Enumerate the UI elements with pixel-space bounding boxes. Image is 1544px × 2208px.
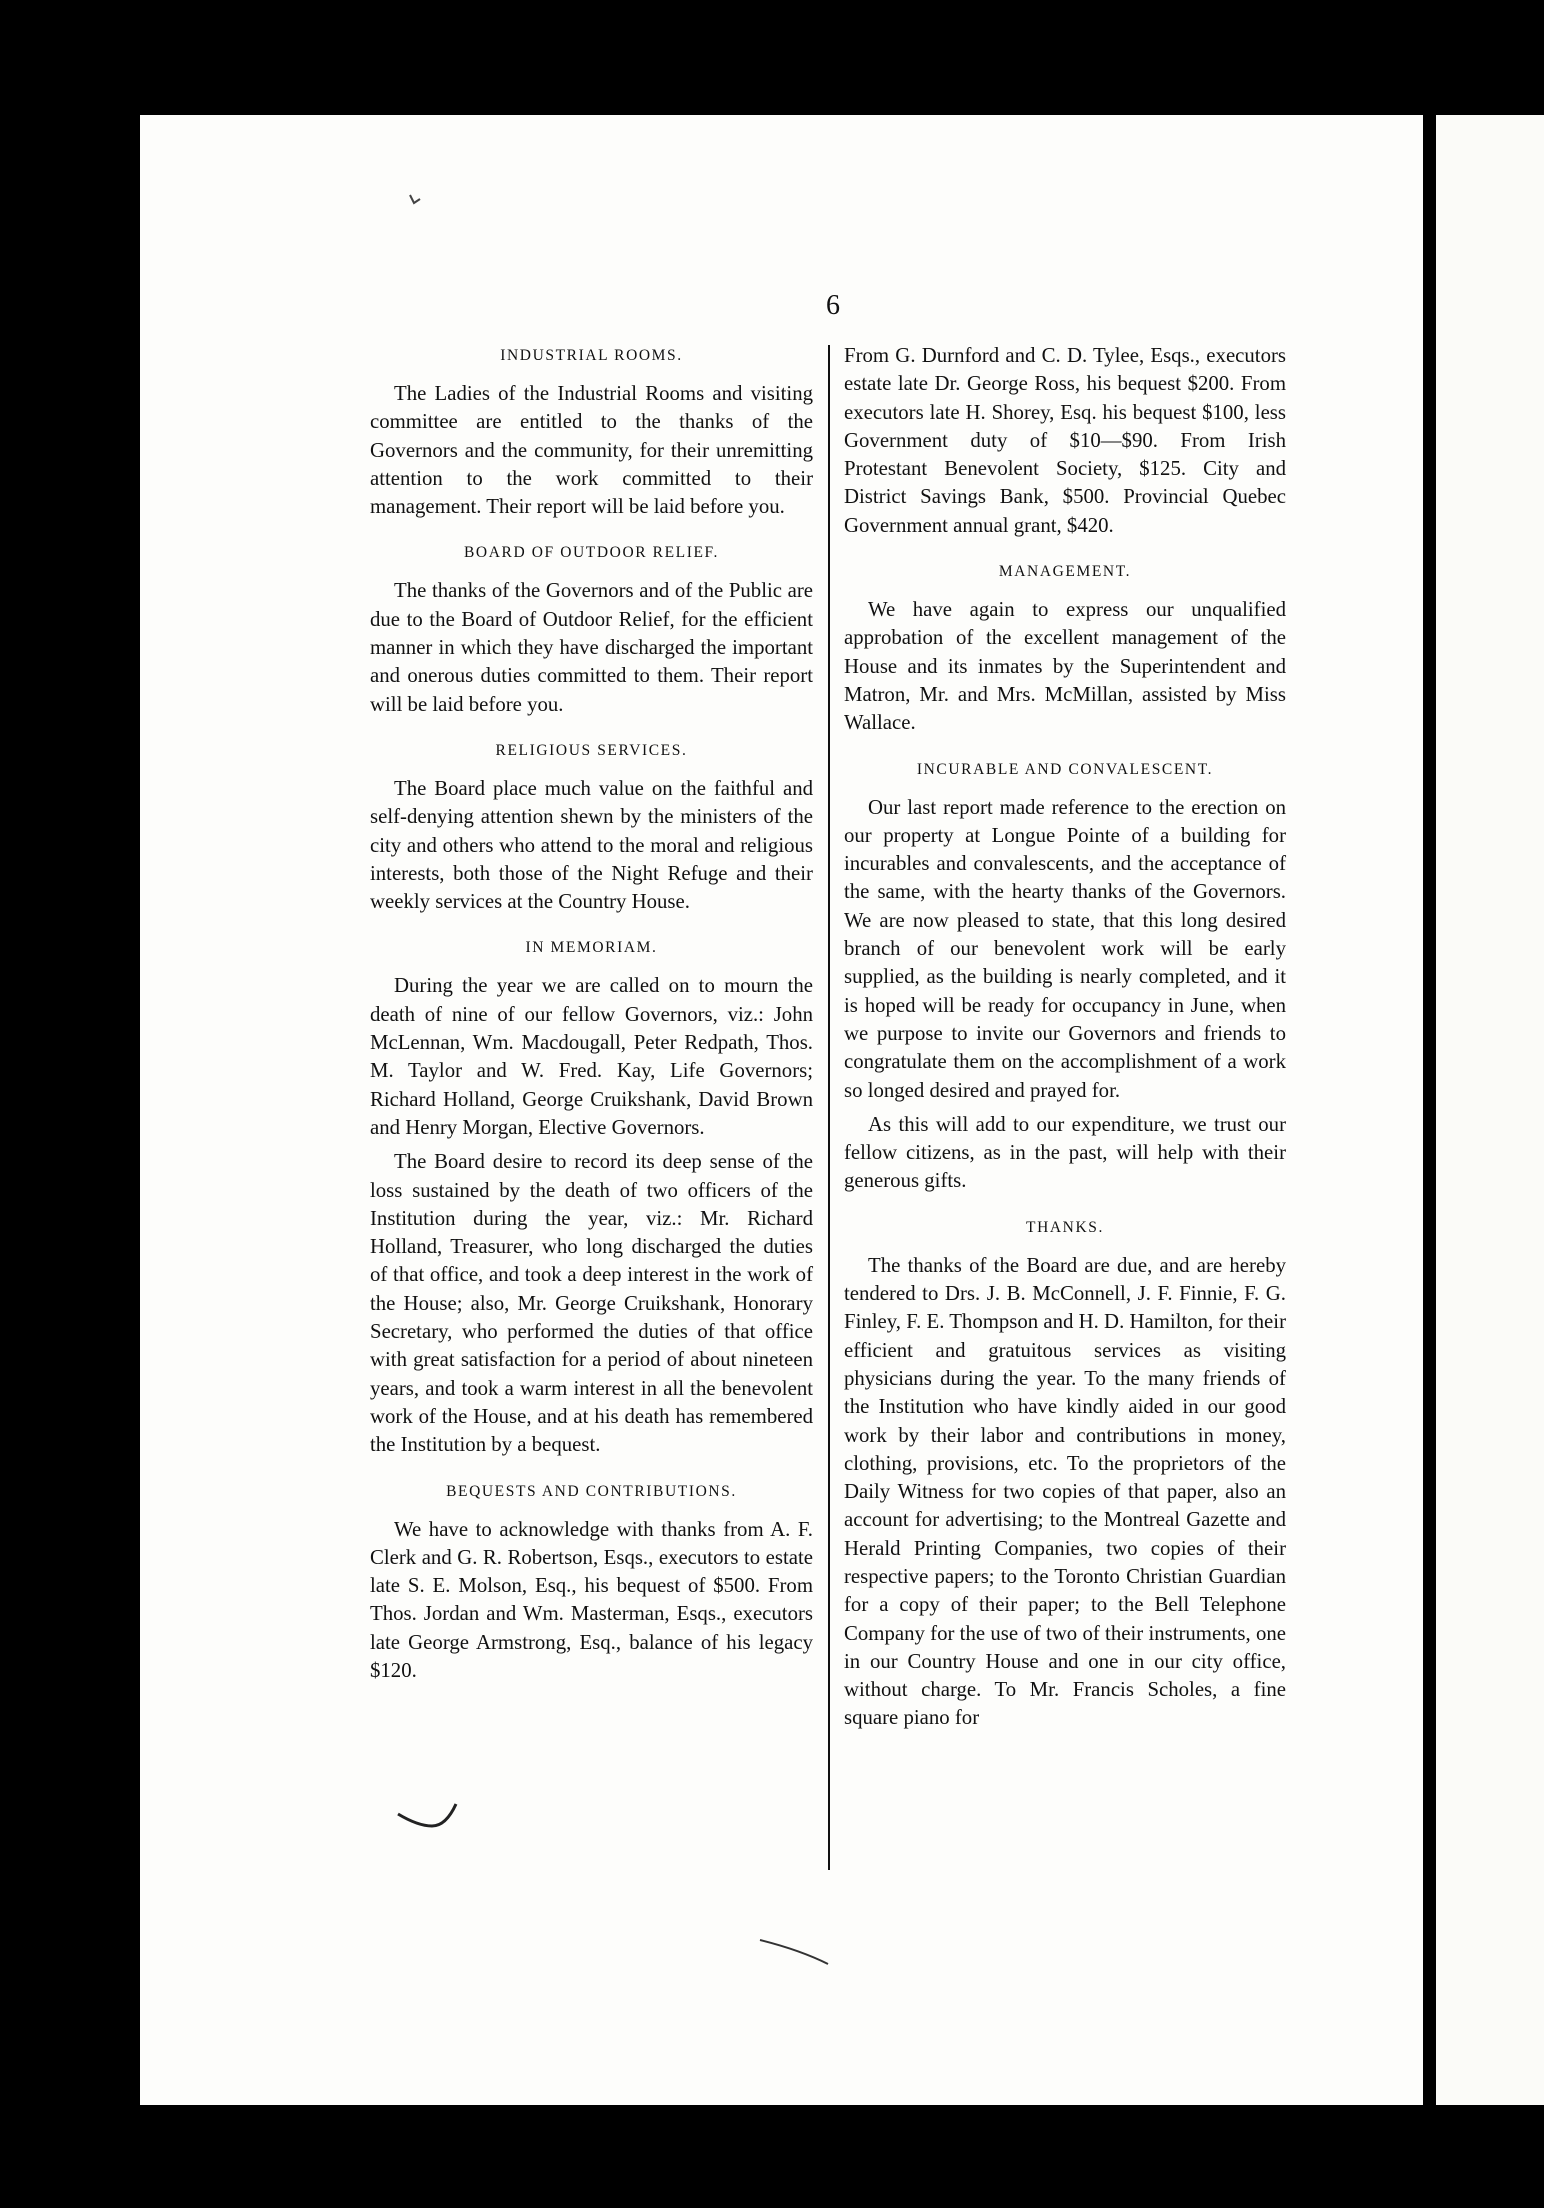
management-text: We have again to express our unqualified approbation of the excellent management of the House and its inmates by the Superintendent and Matron, Mr. and Mrs. McMillan, assisted by Miss Wallace. — [844, 598, 1286, 735]
outdoor-relief-heading: BOARD OF OUTDOOR RELIEF. — [463, 544, 720, 562]
bequests-heading: BEQUESTS AND CONTRIBUTIONS. — [446, 1482, 737, 1500]
incurable-heading: INCURABLE AND CONVALESCENT. — [916, 760, 1214, 778]
religious-services-heading: RELIGIOUS SERVICES. — [495, 741, 688, 759]
right-column — [844, 342, 1286, 1733]
industrial-rooms-text: The Ladies of the Industrial Rooms and visiting committee are entitled to the thanks of the Governors and the community, for their unremitting attention to the work committed to their management. Their report will be laid before you. — [370, 382, 813, 519]
bequests-text: We have to acknowledge with thanks from A. F. Clerk and G. R. Robertson, Esqs., executors to estate late S. E. Molson, Esq., his bequest of $500. From Thos. Jordan and Wm. Masterman, Esqs., executors late George Armstrong, Esq., balance of his legacy $120. — [370, 1517, 813, 1682]
outdoor-relief-text: The thanks of the Governors and of the Public are due to the Board of Outdoor Relief, for the efficient manner in which they have discharged the important and onerous duties committed to them. Their report will be laid before you. — [370, 579, 813, 716]
incurable-text-2: As this will add to our expenditure, we trust our fellow citizens, as in the past, will help with their generous gifts. — [844, 1112, 1286, 1193]
page-number: 6 — [826, 290, 840, 321]
adjacent-page-edge — [1436, 115, 1544, 2105]
thanks-text: The thanks of the Board are due, and are hereby tendered to Drs. J. B. McConnell, J. F. Finnie, F. G. Finley, F. E. Thompson and H. D. Hamilton, for their efficient and gratuitous services as visiting physicians during the year. To the many friends of the Institution who have kindly aided in our good work by their labor and contributions in money, clothing, provisions, etc. To the proprietors of the Daily Witness for two copies of that paper, also an account for advertising; to the Montreal Gazette and Herald Printing Companies, two copies of their respective papers; to the Toronto Christian Guardian for a copy of their paper; to the Bell Telephone Company for the use of two of their instruments, one in our Country House and one in our city office, without charge. To Mr. Francis Scholes, a fine square piano for — [844, 1253, 1286, 1730]
thanks-heading: THANKS. — [1026, 1218, 1104, 1236]
industrial-rooms-heading: INDUSTRIAL ROOMS. — [500, 347, 683, 364]
management-heading: MANAGEMENT. — [998, 563, 1132, 581]
in-memoriam-heading: IN MEMORIAM. — [525, 939, 658, 957]
religious-services-text: The Board place much value on the faithful and self-denying attention shewn by the ministers of the city and others who attend to the moral and religious interests, both those of the Night Refuge and their weekly services at the Country House. — [370, 776, 813, 914]
in-memoriam-text-1: During the year we are called on to mourn the death of nine of our fellow Governors, viz.: John McLennan, Wm. Macdougall, Peter Redpath, Thos. M. Taylor and W. Fred. Kay, Life Governors; Richard Holland, George Cruikshank, David Brown and Henry Morgan, Elective Governors. — [370, 974, 813, 1139]
bequests-continued-text: From G. Durnford and C. D. Tylee, Esqs., executors estate late Dr. George Ross, his bequest $200. From executors late H. Shorey, Esq. his bequest $100, less Government duty of $10—$90. From Irish Protestant Benevolent Society, $125. City and District Savings Bank, $500. Provincial Quebec Government annual grant, $420. — [844, 344, 1286, 537]
in-memoriam-text-2: The Board desire to record its deep sense of the loss sustained by the death of two officers of the Institution during the year, viz.: Mr. Richard Holland, Treasurer, who long discharged the duties of that office, and took a deep interest in the work of the House; also, Mr. George Cruikshank, Honorary Secretary, who performed the duties of that office with great satisfaction for a period of about nineteen years, and took a warm interest in all the benevolent work of the House, and at his death has remembered the Institution by a bequest. — [370, 1150, 813, 1457]
left-column — [370, 342, 813, 1685]
column-divider — [828, 345, 830, 1870]
incurable-text-1: Our last report made reference to the erection on our property at Longue Pointe of a building for incurables and convalescents, and the acceptance of the same, with the hearty thanks of the Governors. We are now pleased to state, that this long desired branch of our benevolent work will be early supplied, as the building is nearly completed, and it is hoped will be ready for occupancy in June, when we purpose to invite our Governors and friends to congratulate them on the accomplishment of a work so longed desired and prayed for. — [844, 795, 1286, 1102]
